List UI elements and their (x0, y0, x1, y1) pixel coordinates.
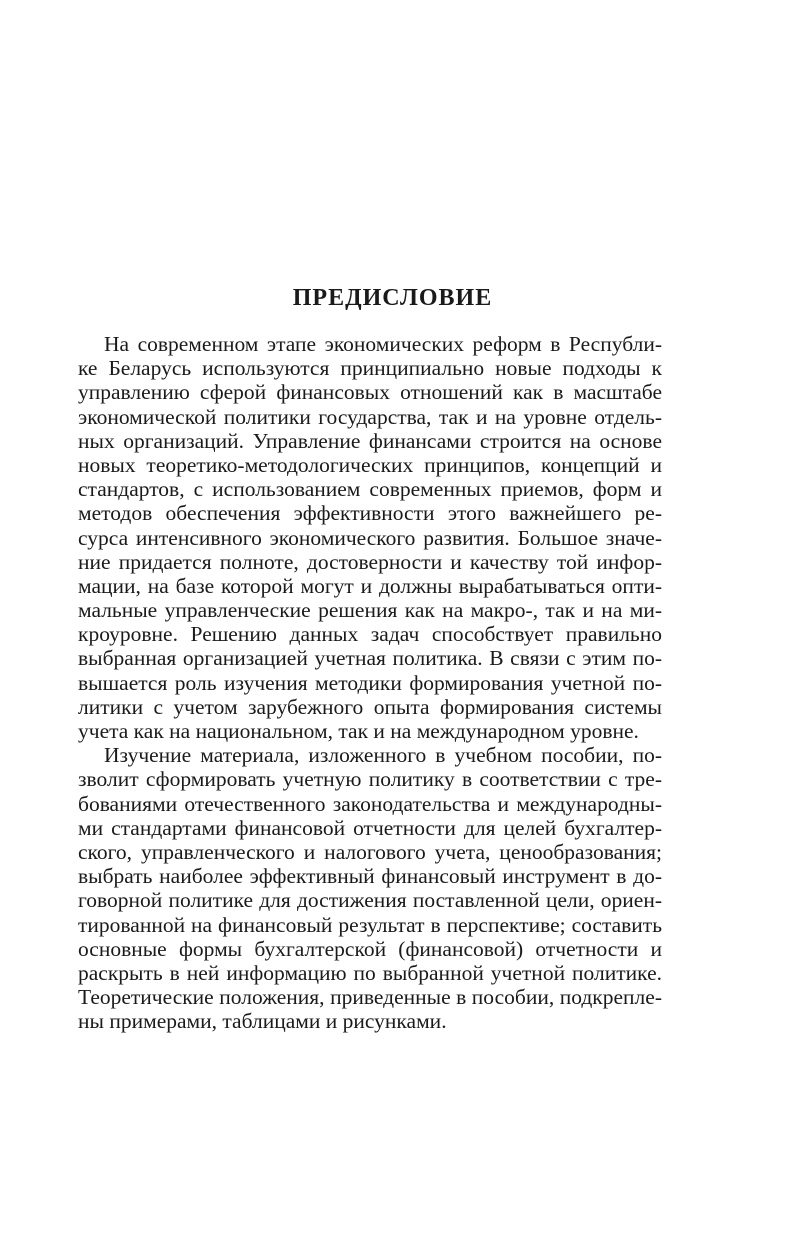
text-line: ского, управленческого и налогового учета, ценообразования; (78, 839, 662, 864)
text-line: методов обеспечения эффективности этого важнейшего ре- (78, 501, 662, 526)
paragraph-1 (78, 332, 662, 743)
text-line: вышается роль изучения методики формирования учетной по- (78, 670, 662, 695)
text-line: мации, на базе которой могут и должны вырабатываться опти- (78, 573, 662, 598)
text-line: основные формы бухгалтерской (финансовой) отчетности и (78, 936, 662, 961)
text-line: ны примерами, таблицами и рисунками. (78, 1009, 447, 1034)
paragraph-2-lines (78, 743, 662, 1033)
text-line: стандартов, с использованием современных приемов, форм и (78, 477, 662, 502)
text-line: Изучение материала, изложенного в учебном пособии, по- (104, 743, 662, 768)
text-line: тированной на финансовый результат в перспективе; составить (78, 912, 662, 937)
text-line: зволит сформировать учетную политику в соответствии с тре- (78, 767, 662, 792)
text-line: ние придается полноте, достоверности и качеству той инфор- (78, 549, 662, 574)
preface-body (78, 332, 662, 1033)
text-line: мальные управленческие решения как на макро-, так и на ми- (78, 598, 662, 623)
text-line: выбранная организацией учетная политика. В связи с этим по- (78, 646, 662, 671)
text-line: сурса интенсивного экономического развития. Большое значе- (78, 525, 662, 550)
text-line: новых теоретико-методологических принципов, концепций и (78, 452, 662, 477)
paragraph-2 (78, 743, 662, 1033)
text-line: На современном этапе экономических реформ в Республи- (104, 332, 662, 356)
text-line: учета как на национальном, так и на международном уровне. (78, 719, 639, 743)
text-line: управлению сферой финансовых отношений как в масштабе (78, 380, 662, 405)
text-line: раскрыть в ней информацию по выбранной учетной политике. (78, 960, 662, 985)
text-line: литики с учетом зарубежного опыта формирования системы (78, 694, 662, 719)
page-title: ПРЕДИСЛОВИЕ (292, 285, 493, 311)
text-line: бованиями отечественного законодательства и международны- (78, 791, 662, 816)
text-line: ных организаций. Управление финансами строится на основе (78, 428, 662, 453)
paragraph-1-lines (78, 332, 662, 743)
text-line: кроуровне. Решению данных задач способствует правильно (78, 622, 662, 647)
text-line: говорной политике для достижения поставленной цели, ориен- (78, 888, 662, 913)
text-line: Теоретические положения, приведенные в пособии, подкрепле- (78, 985, 662, 1010)
text-line: ми стандартами финансовой отчетности для целей бухгалтер- (78, 815, 662, 840)
text-line: экономической политики государства, так и на уровне отдель- (78, 404, 662, 429)
text-line: выбрать наиболее эффективный финансовый инструмент в до- (78, 864, 662, 889)
text-line: ке Беларусь используются принципиально новые подходы к (78, 356, 662, 381)
